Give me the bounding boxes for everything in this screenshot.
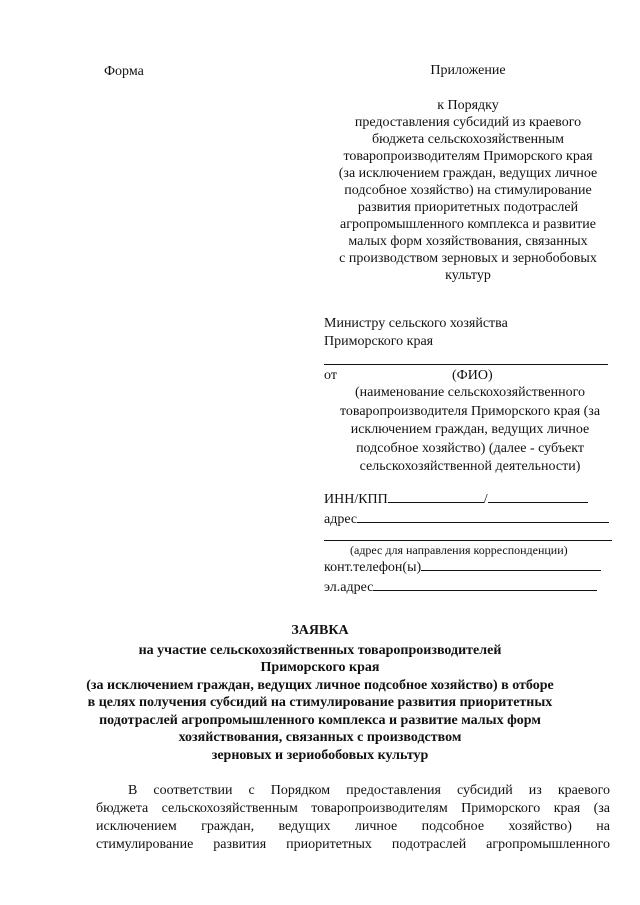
body-paragraph (96, 800, 610, 854)
email-row (324, 576, 597, 598)
phone-label: конт.телефон(ы) (324, 560, 422, 575)
email-field[interactable] (373, 576, 597, 591)
body-first-line-wrap (128, 782, 610, 800)
address-label: адрес (324, 512, 358, 527)
inn-field[interactable] (388, 488, 484, 503)
application-title (60, 622, 580, 764)
addressee-blank-line (324, 364, 608, 365)
appendix-line: предоставления субсидий из краевого (354, 115, 582, 130)
appendix-line: с производством зерновых и зернобобовых (339, 251, 597, 266)
title-line: зерновых и зериобобовых культур (211, 747, 429, 763)
fio-label: (ФИО) (452, 368, 493, 383)
appendix-line: (за исключением граждан, ведущих личное (338, 166, 598, 181)
producer-description (324, 384, 616, 477)
appendix-line: агропромышленного комплекса и развитие (340, 217, 596, 232)
producer-desc-line: (наименование сельскохозяйственного (354, 385, 586, 400)
appendix-line: культур (445, 268, 491, 283)
form-label: Форма (104, 64, 144, 79)
producer-desc-line: исключением граждан, ведущих личное (350, 422, 590, 437)
address-row (324, 508, 609, 530)
appendix-line: малых форм хозяйствования, связанных (348, 234, 588, 249)
producer-desc-line: подсобное хозяйство) (далее - субъект (356, 440, 584, 456)
appendix-line: бюджета сельскохозяйственным (372, 132, 564, 147)
inn-kpp-separator: / (483, 492, 488, 507)
body-line: стимулирование развития приоритетных подотраслей агропромышленного (96, 837, 610, 852)
producer-desc-line: товаропроизводителя Приморского края (за (339, 403, 601, 419)
addressee-line-1: Министру сельского хозяйства (324, 316, 508, 331)
appendix-line: товаропроизводителям Приморского края (343, 149, 593, 164)
title-line: на участие сельскохозяйственных товаропроизводителей (138, 642, 502, 658)
appendix-title: Приложение (430, 63, 506, 78)
title-heading: ЗАЯВКА (291, 623, 349, 638)
appendix-line: развития приоритетных подотраслей (357, 200, 579, 215)
phone-field[interactable] (421, 556, 601, 571)
appendix-line: подсобное хозяйство) на стимулирование (344, 183, 592, 198)
title-line: хозяйствования, связанных с производством (178, 730, 462, 745)
address-field[interactable] (357, 508, 609, 523)
phone-row (324, 556, 601, 578)
from-label: от (324, 368, 337, 383)
body-line: В соответствии с Порядком предоставления субсидий из краевого (128, 783, 610, 798)
body-line: исключением граждан, ведущих личное подсобное хозяйство) на (96, 819, 610, 834)
address-hint: (адрес для направления корреспонденции) (350, 543, 568, 557)
title-line: (за исключением граждан, ведущих личное подсобное хозяйство) в отборе (86, 677, 554, 693)
title-line: Приморского края (260, 660, 380, 675)
title-line: в целях получения субсидий на стимулирование развития приоритетных (87, 695, 553, 710)
appendix-block (318, 62, 618, 284)
addressee-line-2: Приморского края (324, 334, 434, 349)
inn-kpp-label: ИНН/КПП (324, 492, 388, 507)
appendix-line: к Порядку (437, 98, 499, 113)
producer-desc-line: сельскохозяйственной деятельности) (359, 459, 581, 474)
kpp-field[interactable] (488, 488, 588, 503)
inn-kpp-row (324, 488, 588, 510)
address-continuation-line[interactable] (324, 540, 612, 541)
email-label: эл.адрес (324, 580, 374, 595)
title-line: подотраслей агропромышленного комплекса и развитие малых форм (99, 712, 541, 728)
body-line: бюджета сельскохозяйственным товаропроизводителям Приморского края (за (96, 801, 610, 816)
